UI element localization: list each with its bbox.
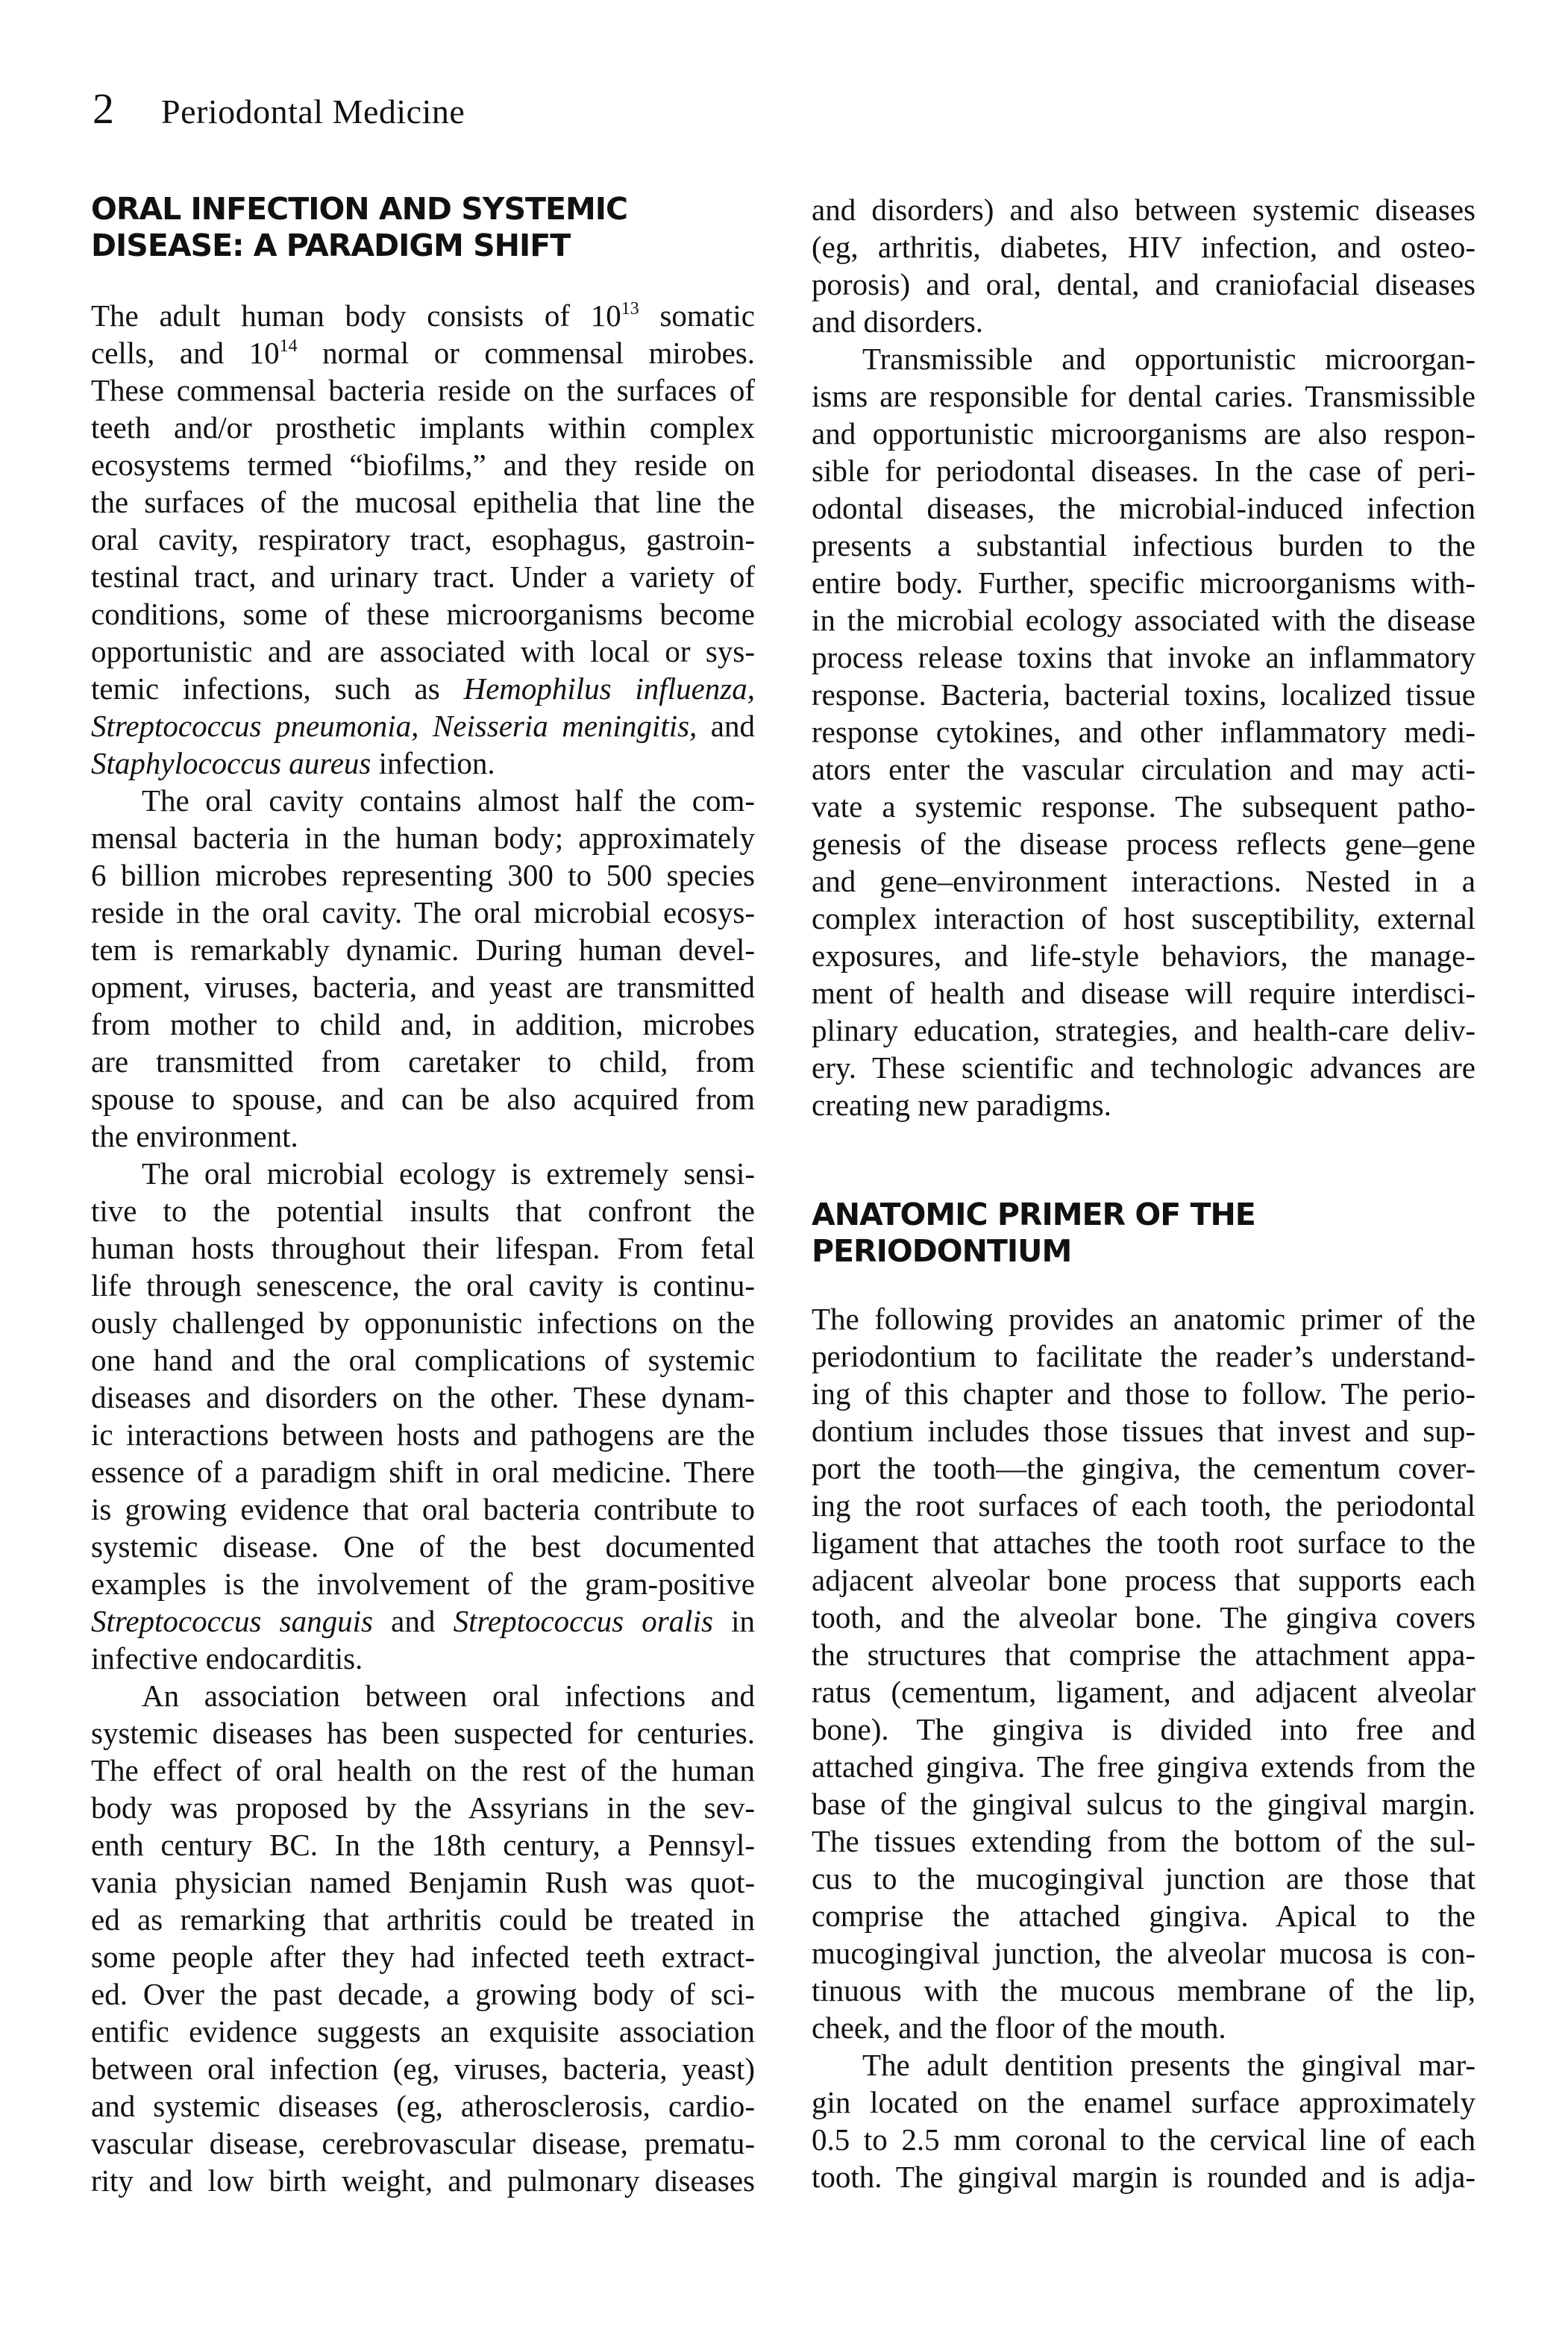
text-line: genesis of the disease process reflects gene–gene xyxy=(812,827,1476,861)
text-line: reside in the oral cavity. The oral microbial ecosys- xyxy=(91,895,755,930)
text-line: one hand and the oral complications of systemic xyxy=(91,1343,755,1377)
text-line: is growing evidence that oral bacteria contribute to xyxy=(91,1492,755,1526)
text-line: presents a substantial infectious burden to the xyxy=(812,528,1476,562)
paragraph xyxy=(91,1155,755,1677)
text-line: response cytokines, and other inflammatory medi- xyxy=(812,715,1476,749)
text-line: ratus (cementum, ligament, and adjacent alveolar xyxy=(812,1675,1476,1709)
text-line: opportunistic and are associated with local or sys- xyxy=(91,634,755,668)
text-line: the environment. xyxy=(91,1119,298,1153)
text-line: base of the gingival sulcus to the gingival margin. xyxy=(812,1787,1476,1821)
text-line: vascular disease, cerebrovascular disease, prematu- xyxy=(91,2126,755,2160)
text-line: The tissues extending from the bottom of the sul- xyxy=(812,1824,1476,1858)
text-line: porosis) and oral, dental, and craniofacial diseases xyxy=(812,267,1476,301)
text-line: and gene–environment interactions. Nested in a xyxy=(812,864,1476,898)
paragraph xyxy=(91,1677,755,2199)
text-line: ery. These scientific and technologic advances are xyxy=(812,1050,1476,1085)
text-line: ed. Over the past decade, a growing body of sci- xyxy=(91,1977,755,2011)
text-line: ecosystems termed “biofilms,” and they reside on xyxy=(91,448,755,482)
text-line: mucogingival junction, the alveolar mucosa is con- xyxy=(812,1936,1476,1970)
page-number: 2 xyxy=(92,84,114,133)
text-line: The adult dentition presents the gingival mar- xyxy=(862,2048,1476,2082)
right-column-body-continued xyxy=(812,191,1476,1123)
paragraph xyxy=(812,340,1476,1123)
text-line: The adult human body consists of $10^{13}$ somatic xyxy=(91,298,755,333)
right-column-body-anatomic-primer xyxy=(812,1300,1476,2195)
text-line: between oral infection (eg, viruses, bacteria, yeast) xyxy=(91,2051,755,2086)
text-line: adjacent alveolar bone process that supports each xyxy=(812,1563,1476,1597)
text-line: The effect of oral health on the rest of the human xyxy=(91,1753,755,1787)
section-heading-anatomic-primer xyxy=(812,1197,1476,1270)
text-line: enth century BC. In the 18th century, a Pennsyl- xyxy=(91,1828,755,1862)
text-line: 6 billion microbes representing 300 to 500 species xyxy=(91,858,755,892)
text-line: cheek, and the floor of the mouth. xyxy=(812,2010,1226,2045)
text-line: infective endocarditis. xyxy=(91,1641,363,1675)
text-line: These commensal bacteria reside on the surfaces of xyxy=(91,373,755,407)
text-line: opment, viruses, bacteria, and yeast are transmitted xyxy=(91,970,755,1004)
text-line: tooth. The gingival margin is rounded and is adja- xyxy=(812,2160,1476,2194)
text-line: examples is the involvement of the gram-positive xyxy=(91,1567,755,1601)
book-title: Periodontal Medicine xyxy=(161,93,465,131)
left-column xyxy=(91,191,755,2198)
text-line: ment of health and disease will require interdisci- xyxy=(812,976,1476,1010)
heading-line: ANATOMIC PRIMER OF THE xyxy=(812,1197,1255,1232)
text-line: comprise the attached gingiva. Apical to the xyxy=(812,1899,1476,1933)
text-line: isms are responsible for dental caries. Transmissible xyxy=(812,379,1476,413)
paragraph xyxy=(91,297,755,782)
text-line: bone). The gingiva is divided into free and xyxy=(812,1712,1476,1746)
text-line: systemic disease. One of the best documented xyxy=(91,1529,755,1564)
text-line: attached gingiva. The free gingiva extends from the xyxy=(812,1749,1476,1784)
text-line: human hosts throughout their lifespan. From fetal xyxy=(91,1231,755,1265)
text-line: vania physician named Benjamin Rush was quot- xyxy=(91,1865,755,1899)
text-line: response. Bacteria, bacterial toxins, localized tissue xyxy=(812,677,1476,712)
text-line: Streptococcus sanguis and Streptococcus oralis in xyxy=(91,1604,755,1638)
text-line: gin located on the enamel surface approximately xyxy=(812,2085,1476,2119)
text-line: complex interaction of host susceptibility, external xyxy=(812,901,1476,935)
paragraph xyxy=(812,2046,1476,2195)
text-line: ators enter the vascular circulation and may acti- xyxy=(812,752,1476,786)
text-line: tive to the potential insults that confront the xyxy=(91,1194,755,1228)
text-line: spouse to spouse, and can be also acquired from xyxy=(91,1082,755,1116)
text-line: The oral microbial ecology is extremely sensi- xyxy=(142,1156,755,1191)
text-line: Streptococcus pneumonia, Neisseria meningitis, and xyxy=(91,709,755,743)
heading-line: ORAL INFECTION AND SYSTEMIC xyxy=(91,191,628,227)
text-line: 0.5 to 2.5 mm coronal to the cervical line of each xyxy=(812,2122,1476,2157)
paragraph xyxy=(812,1300,1476,2046)
text-line: cells, and $10^{14}$ normal or commensal mirobes. xyxy=(91,336,755,370)
text-line: odontal diseases, the microbial-induced infection xyxy=(812,491,1476,525)
text-line: conditions, some of these microorganisms become xyxy=(91,597,755,631)
text-line: Transmissible and opportunistic microorgan- xyxy=(862,342,1476,376)
text-line: rity and low birth weight, and pulmonary diseases xyxy=(91,2163,755,2198)
text-line: tinuous with the mucous membrane of the lip, xyxy=(812,1973,1476,2007)
text-line: testinal tract, and urinary tract. Under a variety of xyxy=(91,559,755,594)
text-line: ing of this chapter and those to follow. The perio- xyxy=(812,1376,1476,1411)
text-line: An association between oral infections and xyxy=(142,1678,755,1713)
text-line: oral cavity, respiratory tract, esophagus, gastroin- xyxy=(91,522,755,557)
text-line: The oral cavity contains almost half the com- xyxy=(142,783,755,818)
heading-line: PERIODONTIUM xyxy=(812,1233,1072,1269)
text-line: life through senescence, the oral cavity is continu- xyxy=(91,1268,755,1303)
text-line: the structures that comprise the attachment appa- xyxy=(812,1637,1476,1672)
text-line: are transmitted from caretaker to child, from xyxy=(91,1044,755,1079)
text-line: vate a systemic response. The subsequent patho- xyxy=(812,789,1476,824)
text-line: sible for periodontal diseases. In the case of peri- xyxy=(812,454,1476,488)
text-line: entire body. Further, specific microorganisms with- xyxy=(812,565,1476,600)
text-line: exposures, and life-style behaviors, the manage- xyxy=(812,938,1476,973)
text-line: periodontium to facilitate the reader’s understand- xyxy=(812,1339,1476,1373)
paragraph xyxy=(812,191,1476,340)
paragraph xyxy=(91,782,755,1155)
text-line: essence of a paradigm shift in oral medicine. There xyxy=(91,1455,755,1489)
text-line: from mother to child and, in addition, microbes xyxy=(91,1007,755,1041)
text-line: teeth and/or prosthetic implants within complex xyxy=(91,410,755,445)
text-line: process release toxins that invoke an inflammatory xyxy=(812,640,1476,674)
text-line: mensal bacteria in the human body; approximately xyxy=(91,821,755,855)
text-line: and systemic diseases (eg, atherosclerosis, cardio- xyxy=(91,2089,755,2123)
text-line: body was proposed by the Assyrians in the sev- xyxy=(91,1790,755,1825)
text-line: port the tooth—the gingiva, the cementum cover- xyxy=(812,1451,1476,1485)
text-line: and disorders. xyxy=(812,304,984,339)
text-line: dontium includes those tissues that invest and sup- xyxy=(812,1414,1476,1448)
heading-line: DISEASE: A PARADIGM SHIFT xyxy=(91,228,571,263)
text-line: in the microbial ecology associated with the disease xyxy=(812,603,1476,637)
text-line: systemic diseases has been suspected for centuries. xyxy=(91,1716,755,1750)
text-line: The following provides an anatomic primer of the xyxy=(812,1302,1476,1336)
text-line: (eg, arthritis, diabetes, HIV infection, and osteo- xyxy=(812,230,1476,264)
text-line: ligament that attaches the tooth root surface to the xyxy=(812,1526,1476,1560)
text-line: ic interactions between hosts and pathogens are the xyxy=(91,1417,755,1452)
text-line: tem is remarkably dynamic. During human devel- xyxy=(91,932,755,967)
text-line: creating new paradigms. xyxy=(812,1088,1111,1122)
text-line: and opportunistic microorganisms are also respon- xyxy=(812,416,1476,451)
text-line: the surfaces of the mucosal epithelia that line the xyxy=(91,485,755,519)
text-line: tooth, and the alveolar bone. The gingiva covers xyxy=(812,1600,1476,1634)
text-line: ed as remarking that arthritis could be treated in xyxy=(91,1902,755,1937)
section-heading-oral-infection xyxy=(91,191,755,264)
text-line: ously challenged by opponunistic infections on the xyxy=(91,1305,755,1340)
text-line: temic infections, such as Hemophilus influenza, xyxy=(91,671,755,706)
text-line: and disorders) and also between systemic diseases xyxy=(812,192,1476,227)
left-column-body xyxy=(91,297,755,2199)
running-head xyxy=(92,84,465,134)
text-line: ing the root surfaces of each tooth, the periodontal xyxy=(812,1488,1476,1523)
text-line: diseases and disorders on the other. These dynam- xyxy=(91,1380,755,1414)
text-line: cus to the mucogingival junction are those that xyxy=(812,1861,1476,1896)
text-line: some people after they had infected teeth extract- xyxy=(91,1940,755,1974)
text-line: plinary education, strategies, and health-care deliv- xyxy=(812,1013,1476,1047)
text-line: Staphylococcus aureus infection. xyxy=(91,746,495,780)
text-line: entific evidence suggests an exquisite association xyxy=(91,2014,755,2048)
